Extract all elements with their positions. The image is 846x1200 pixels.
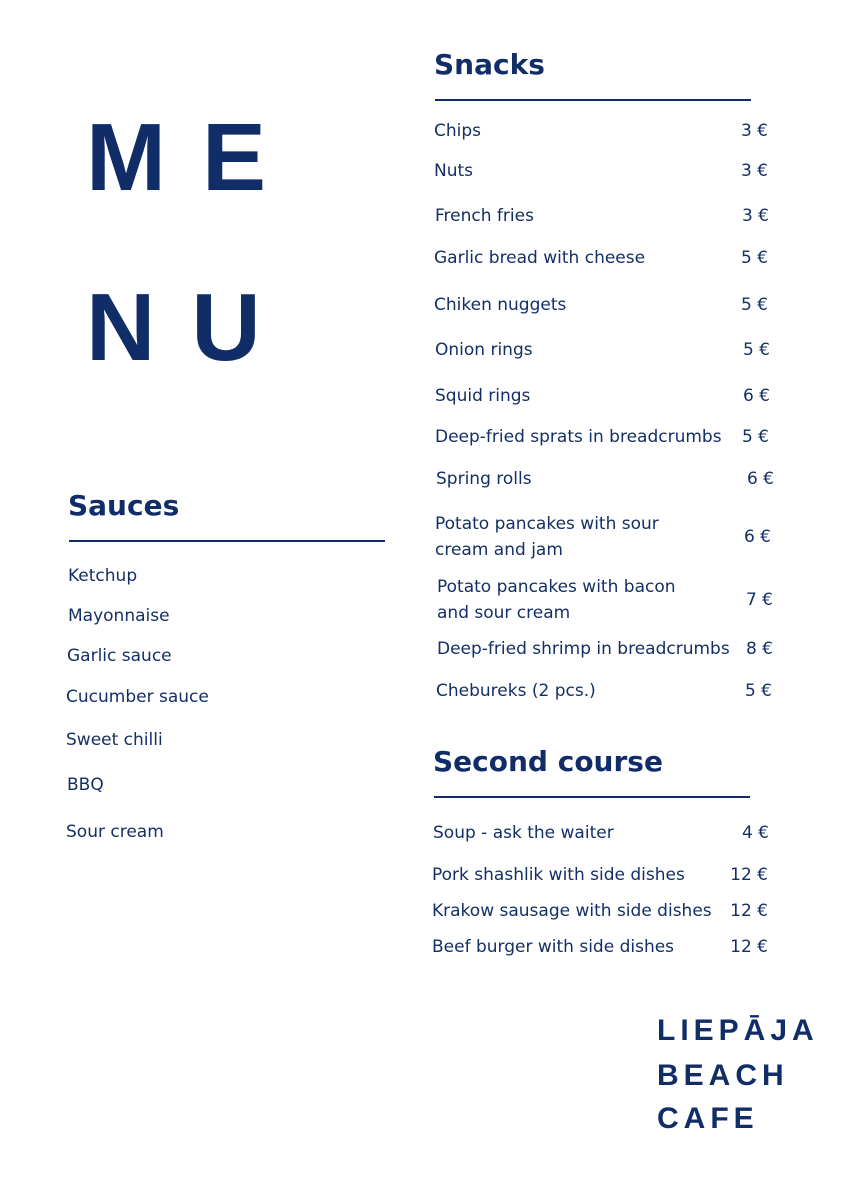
item-name: Chebureks (2 pcs.) (436, 681, 596, 701)
snacks-divider (435, 99, 751, 101)
brand-line-1: LIEPĀJA (657, 1014, 819, 1047)
sauce-item: Garlic sauce (67, 646, 172, 666)
item-name: Krakow sausage with side dishes (432, 901, 712, 921)
sauce-item: Cucumber sauce (66, 687, 209, 707)
item-name: Garlic bread with cheese (434, 248, 646, 268)
item-name: Squid rings (435, 386, 531, 406)
item-name: Chiken nuggets (434, 295, 567, 315)
item-price: 6 € (746, 469, 774, 489)
item-price: 7 € (745, 590, 773, 610)
sauce-item: Ketchup (68, 566, 138, 586)
sauce-item: BBQ (67, 775, 104, 795)
item-price: 4 € (741, 823, 769, 843)
snacks-heading: Snacks (434, 48, 545, 81)
menu-item (437, 574, 774, 626)
brand-line-3: CAFE (657, 1102, 759, 1135)
item-price: 5 € (740, 295, 768, 315)
item-name: Onion rings (435, 340, 533, 360)
item-price: 5 € (740, 248, 768, 268)
item-name: Pork shashlik with side dishes (432, 865, 685, 885)
menu-title-line-1: ME (86, 104, 302, 211)
sauce-item: Sweet chilli (66, 730, 163, 750)
sauces-heading: Sauces (68, 489, 180, 522)
item-name: Deep-fried sprats in breadcrumbs (435, 427, 722, 447)
sauces-divider (69, 540, 385, 542)
second-course-divider (434, 796, 750, 798)
item-name: Soup - ask the waiter (433, 823, 614, 843)
item-price: 6 € (743, 527, 771, 547)
item-price: 6 € (742, 386, 770, 406)
item-price: 3 € (741, 206, 769, 226)
item-name: Chips (434, 121, 482, 141)
item-price: 12 € (730, 901, 768, 921)
menu-item (435, 511, 774, 563)
second-course-heading: Second course (433, 745, 663, 778)
item-name: Potato pancakes with bacon (437, 577, 676, 597)
item-price: 8 € (745, 639, 773, 659)
item-name: Spring rolls (436, 469, 532, 489)
item-name: Potato pancakes with sour (435, 514, 659, 534)
item-price: 3 € (740, 121, 768, 141)
item-name: Deep-fried shrimp in breadcrumbs (437, 639, 730, 659)
item-price: 12 € (730, 937, 768, 957)
item-name-line-2: cream and jam (435, 540, 563, 560)
item-price: 5 € (744, 681, 772, 701)
item-price: 5 € (742, 340, 770, 360)
menu-title-line-2: NU (86, 274, 297, 381)
item-name: French fries (435, 206, 534, 226)
item-name: Beef burger with side dishes (432, 937, 675, 957)
item-price: 12 € (730, 865, 768, 885)
brand-line-2: BEACH (657, 1059, 789, 1092)
item-price: 3 € (740, 161, 768, 181)
item-name-line-2: and sour cream (437, 603, 571, 623)
item-name: Nuts (434, 161, 474, 181)
sauce-item: Sour cream (66, 822, 164, 842)
sauce-item: Mayonnaise (68, 606, 170, 626)
item-price: 5 € (741, 427, 769, 447)
